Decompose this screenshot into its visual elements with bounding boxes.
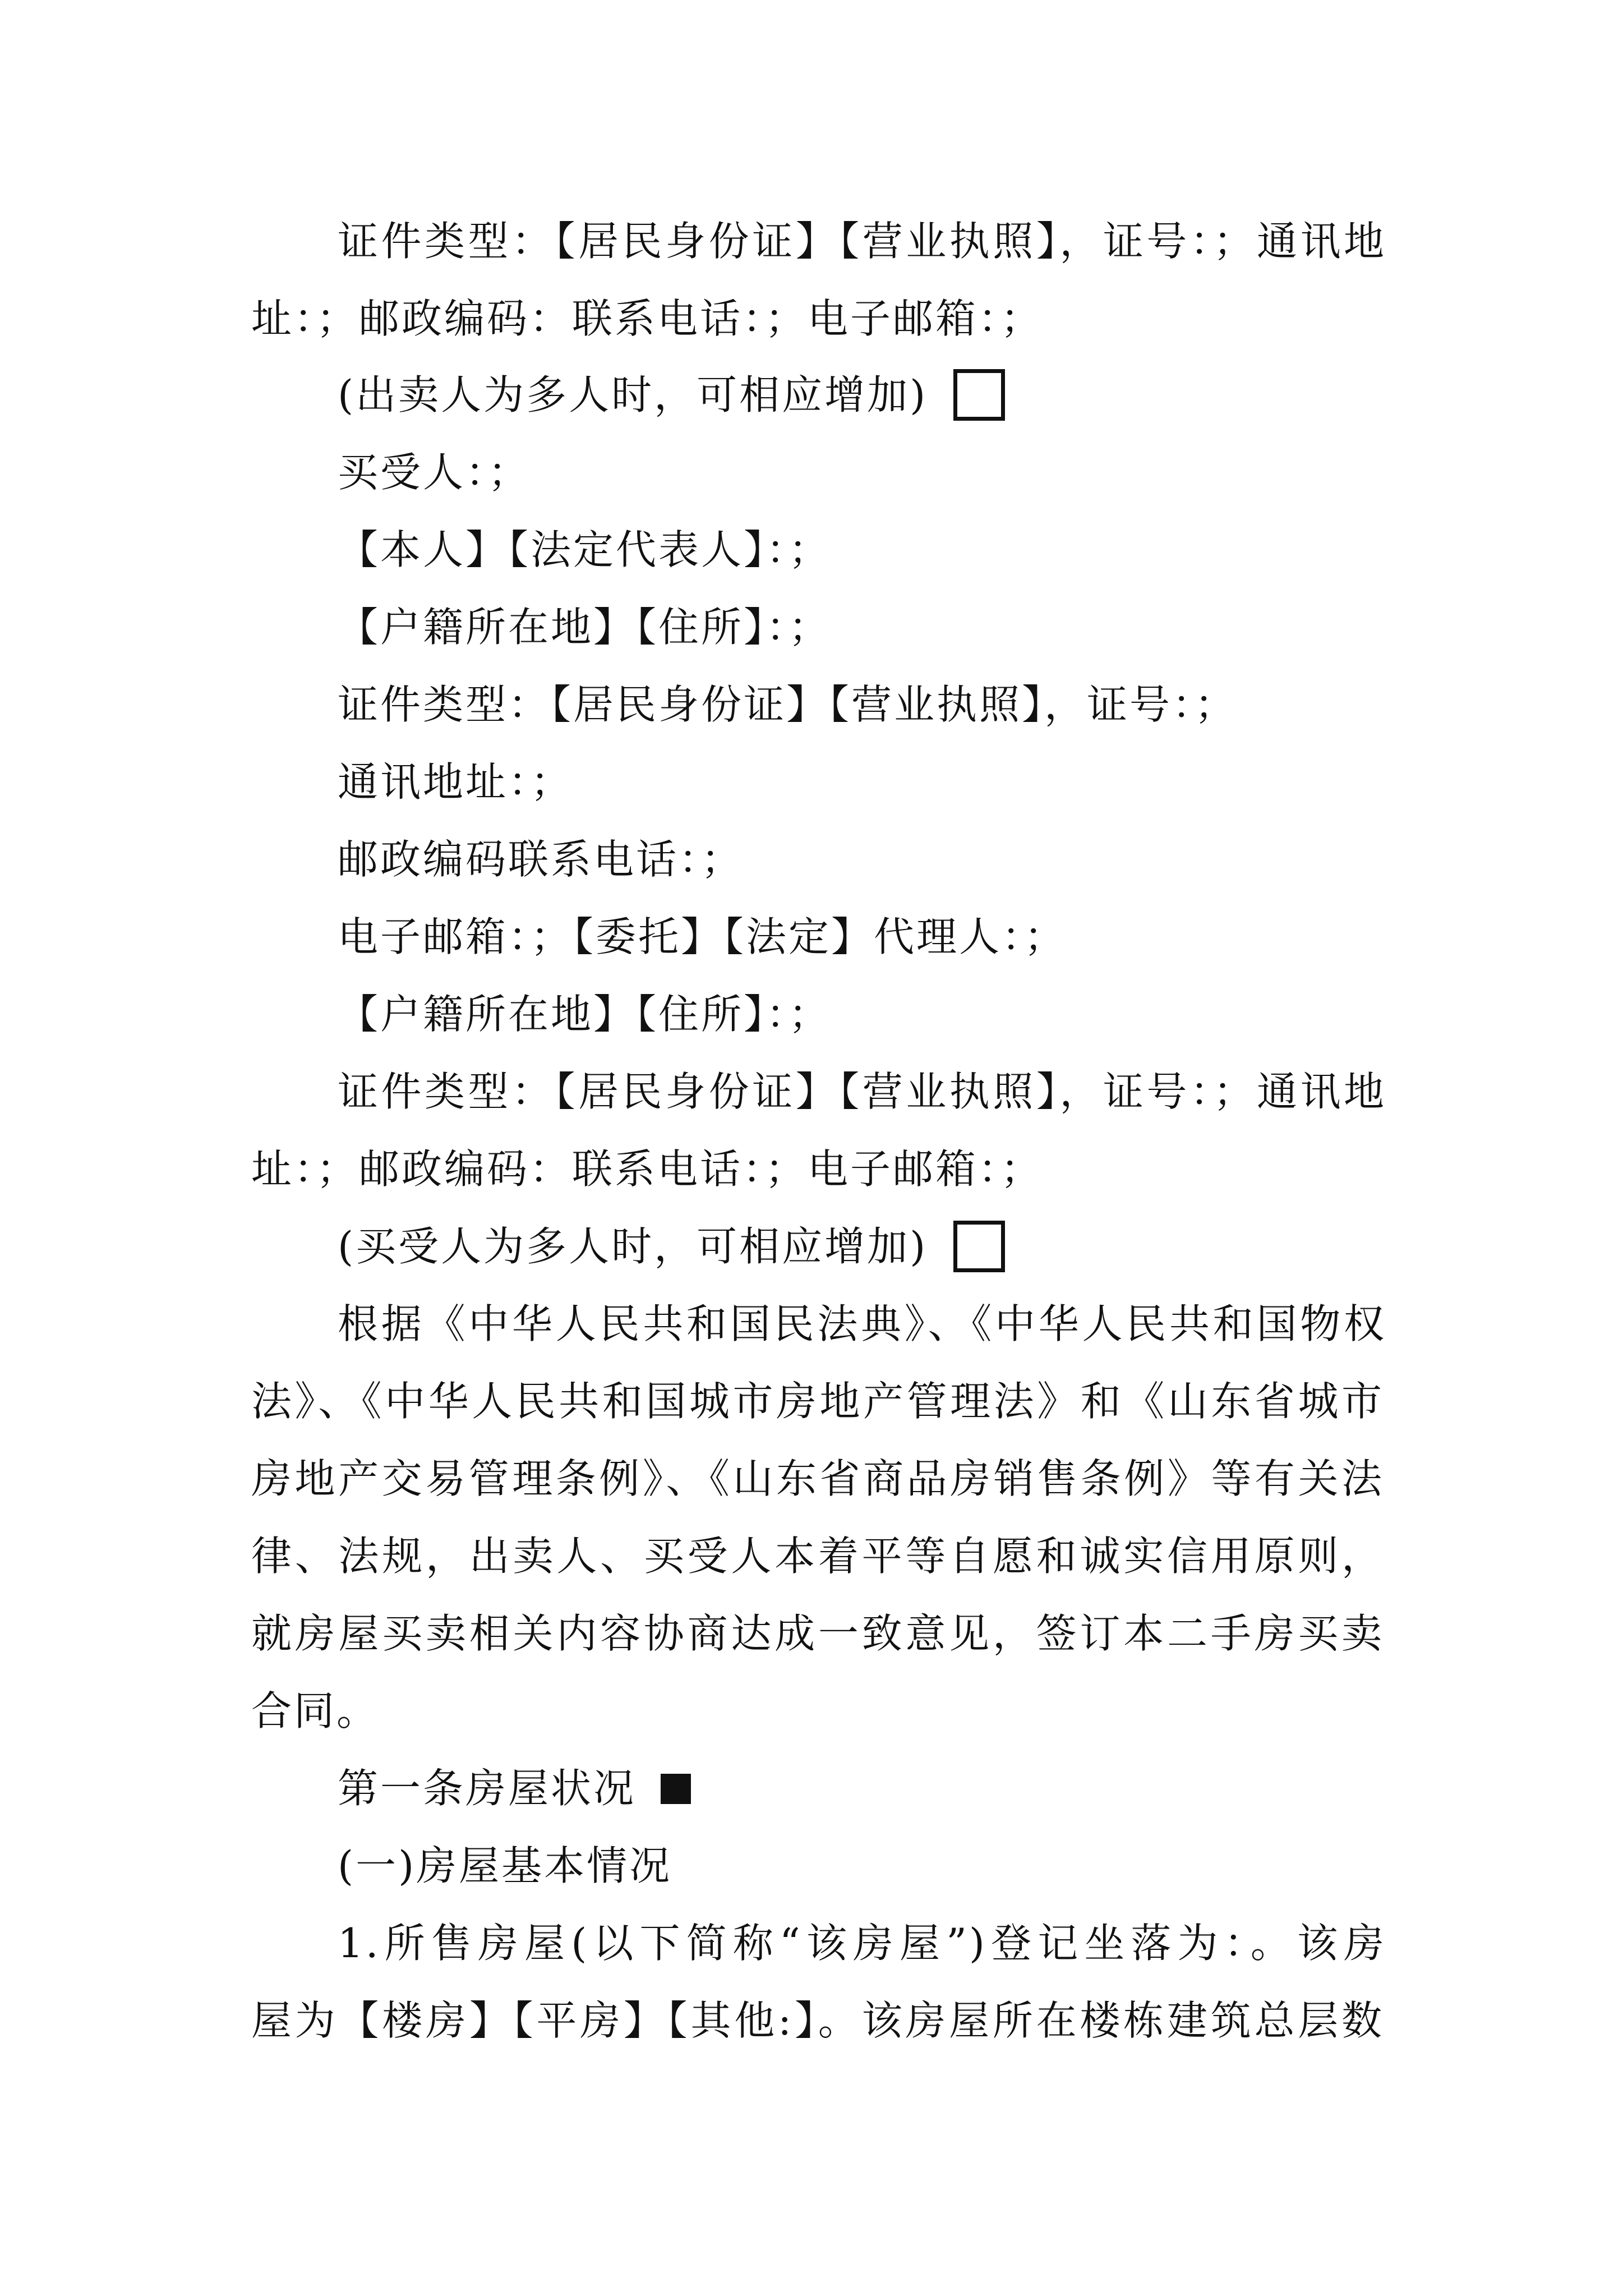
basic-condition-heading: (一)房屋基本情况 xyxy=(338,1842,672,1889)
seller-address-contact-line: 址：；邮政编码：联系电话：；电子邮箱：； xyxy=(251,295,1044,342)
agent-address-contact-line: 址：；邮政编码：联系电话：；电子邮箱：； xyxy=(251,1145,1044,1193)
agent-domicile-line: 【户籍所在地】【住所】：； xyxy=(338,991,832,1038)
article-one-heading: 第一条房屋状况 xyxy=(338,1765,637,1812)
legal-basis-line-1: 根据《中华人民共和国民法典》、《中华人民共和国物权 xyxy=(338,1300,1386,1347)
legal-basis-line-6: 合同。 xyxy=(251,1687,380,1734)
legal-basis-line-3: 房地产交易管理条例》、《山东省商品房销售条例》等有关法 xyxy=(251,1455,1384,1502)
agent-id-type-line: 证件类型：【居民身份证】【营业执照】，证号：；通讯地 xyxy=(338,1068,1386,1115)
seller-multiple-note: (出卖人为多人时，可相应增加) xyxy=(338,371,928,418)
buyer-address-line: 通讯地址：； xyxy=(338,758,574,806)
article-marker-icon xyxy=(661,1774,691,1804)
legal-basis-line-5: 就房屋买卖相关内容协商达成一致意见，签订本二手房买卖 xyxy=(251,1610,1384,1657)
buyer-email-agent-line: 电子邮箱：；【委托】【法定】代理人：； xyxy=(338,913,1067,960)
buyer-multiple-note: (买受人为多人时，可相应增加) xyxy=(338,1223,928,1270)
buyer-representative-line: 【本人】【法定代表人】：； xyxy=(338,526,832,573)
legal-basis-line-2: 法》、《中华人民共和国城市房地产管理法》和《山东省城市 xyxy=(251,1378,1384,1425)
buyer-add-checkbox[interactable] xyxy=(953,1221,1005,1272)
buyer-line: 买受人：； xyxy=(338,449,531,496)
property-type-line: 屋为【楼房】【平房】【其他:】。该房屋所在楼栋建筑总层数 xyxy=(251,1997,1384,2044)
seller-add-checkbox[interactable] xyxy=(953,369,1005,421)
buyer-postcode-phone-line: 邮政编码联系电话：； xyxy=(338,836,744,883)
buyer-id-type-line: 证件类型：【居民身份证】【营业执照】，证号：； xyxy=(338,681,1238,728)
legal-basis-line-4: 律、法规，出卖人、买受人本着平等自愿和诚实信用原则， xyxy=(251,1533,1384,1580)
seller-id-type-line: 证件类型：【居民身份证】【营业执照】，证号：；通讯地 xyxy=(338,218,1386,265)
property-location-line: 1.所售房屋(以下简称“该房屋”)登记坐落为：。该房 xyxy=(338,1920,1386,1967)
buyer-domicile-line: 【户籍所在地】【住所】：； xyxy=(338,604,832,651)
